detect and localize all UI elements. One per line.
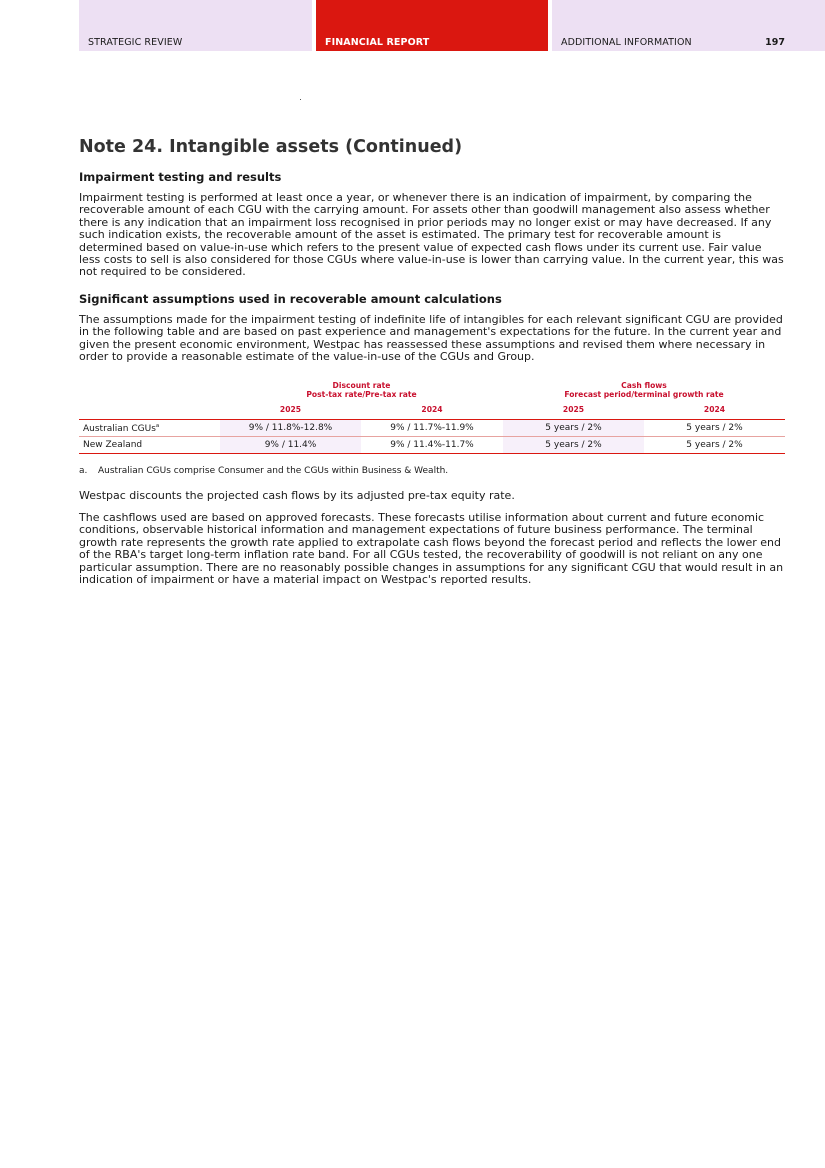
cashflows-paragraph: The cashflows used are based on approved forecasts. These forecasts utilise information about current and future economic conditions, observable historical information and management expectations of future business performance. The terminal growth rate represents the growth rate applied to extrapolate cash flows beyond the forecast period and reflects the lower end of the RBA's target long-term inflation rate band. For all CGUs tested, the recoverability of goodwill is not reliant on any one particular assumption. There are no reasonably possible changes in assumptions for any significant CGU that would result in an indication of impairment or have a material impact on Westpac's reported results. bbox=[79, 510, 784, 586]
year-header: 2024 bbox=[361, 399, 503, 420]
impairment-paragraph: Impairment testing is performed at least once a year, or whenever there is an indication of impairment, by comparing the recoverable amount of each CGU with the carrying amount. For assets other than goodwill management also assess whether there is any indication that an impairment loss recognised in prior periods may no longer exist or may have decreased. If any such indication exists, the recoverable amount of the asset is estimated. The primary test for recoverable amount is determined based on value-in-use which refers to the present value of expected cash flows under its current use. Fair value less costs to sell is also considered for those CGUs where value-in-use is lower than carrying value. In the current year, this was not required to be considered. bbox=[79, 191, 784, 279]
section-tabs bbox=[0, 0, 825, 51]
table-cell: 9% / 11.4%-11.7% bbox=[361, 437, 503, 454]
page-content bbox=[79, 136, 785, 586]
group-subtitle: Forecast period/terminal growth rate bbox=[564, 390, 724, 400]
table-cell: 5 years / 2% bbox=[503, 420, 644, 437]
table-row bbox=[79, 420, 785, 437]
tab-label: ADDITIONAL INFORMATION bbox=[561, 37, 692, 48]
year-header: 2024 bbox=[644, 399, 785, 420]
empty-header-cell bbox=[79, 379, 220, 399]
row-label: New Zealand bbox=[79, 437, 220, 454]
decorative-dot bbox=[300, 99, 301, 100]
table-row bbox=[79, 437, 785, 454]
footnote-marker: a bbox=[155, 422, 160, 429]
year-header: 2025 bbox=[220, 399, 361, 420]
page-number: 197 bbox=[765, 37, 785, 48]
impairment-heading: Impairment testing and results bbox=[79, 170, 282, 184]
table-footnote bbox=[79, 466, 785, 477]
table-group-header bbox=[79, 379, 785, 399]
table-cell: 5 years / 2% bbox=[503, 437, 644, 454]
assumptions-table bbox=[79, 379, 785, 454]
table-year-header bbox=[79, 399, 785, 420]
assumptions-paragraph: The assumptions made for the impairment testing of indefinite life of intangibles for each relevant significant CGU are provided in the following table and are based on past experience and management's expectations for the future. In the current year and given the present economic environment, Westpac has reassessed these assumptions and revised them where necessary in order to provide a reasonable estimate of the value-in-use of the CGUs and Group. bbox=[79, 312, 783, 364]
footnote-text: Australian CGUs comprise Consumer and the CGUs within Business & Wealth. bbox=[98, 466, 449, 477]
assumptions-heading: Significant assumptions used in recoverable amount calculations bbox=[79, 291, 502, 306]
empty-header-cell bbox=[79, 399, 220, 420]
tab-strategic-review[interactable] bbox=[79, 0, 312, 51]
row-label: Australian CGUs$^a$ bbox=[79, 420, 220, 437]
group-title: Cash flows bbox=[621, 381, 667, 391]
discount-rate-group-header bbox=[220, 379, 503, 399]
discount-paragraph: Westpac discounts the projected cash flows by its adjusted pre-tax equity rate. bbox=[79, 489, 515, 503]
group-title: Discount rate bbox=[332, 381, 391, 391]
table-cell: 9% / 11.8%-12.8% bbox=[220, 420, 361, 437]
tab-label: FINANCIAL REPORT bbox=[325, 37, 430, 48]
table-cell: 9% / 11.7%-11.9% bbox=[361, 420, 503, 437]
year-header: 2025 bbox=[503, 399, 644, 420]
tab-financial-report[interactable] bbox=[316, 0, 548, 51]
table-cell: 9% / 11.4% bbox=[220, 437, 361, 454]
tab-additional-information[interactable] bbox=[552, 0, 825, 51]
footnote-marker: a. bbox=[79, 466, 88, 477]
note-title: Note 24. Intangible assets (Continued) bbox=[79, 137, 463, 157]
cash-flows-group-header bbox=[503, 379, 785, 399]
tab-label: STRATEGIC REVIEW bbox=[88, 37, 183, 48]
group-subtitle: Post-tax rate/Pre-tax rate bbox=[306, 390, 417, 400]
table-cell: 5 years / 2% bbox=[644, 420, 785, 437]
table-cell: 5 years / 2% bbox=[644, 437, 785, 454]
